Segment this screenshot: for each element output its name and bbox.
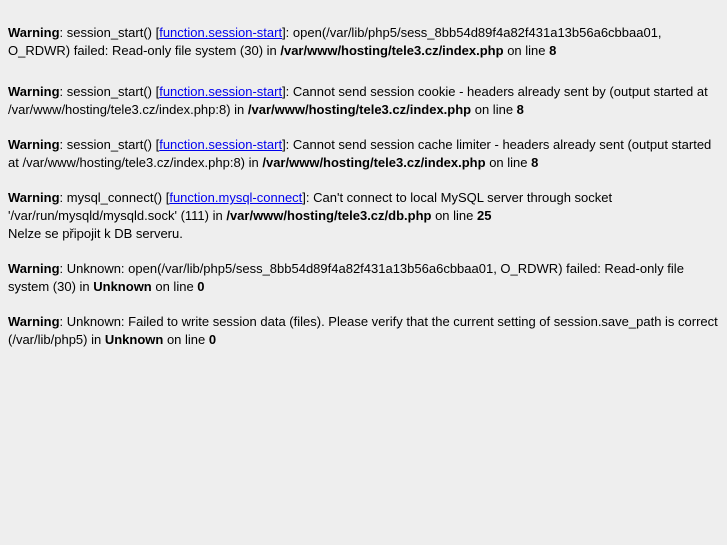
warning-text: : session_start() [ (59, 137, 160, 152)
warning-bold-text: Warning (8, 137, 60, 152)
warning-text: : mysql_connect() [ (59, 190, 170, 205)
warning-bold-text: Warning (8, 261, 60, 276)
warning-message (8, 83, 719, 119)
warning-text: ]: open(/var/lib/php5/sess_8bb54d89f4a82f431a13b56a6cbbaa01, O_RDWR) failed: Read-only file system (30) in (8, 25, 662, 58)
function-doc-link[interactable]: function.session-start (159, 137, 283, 152)
warning-bold-text: /var/www/hosting/tele3.cz/index.php (247, 102, 472, 117)
warning-text: on line (471, 102, 517, 117)
warning-text: on line (151, 279, 198, 294)
warning-bold-text: Warning (8, 84, 60, 99)
warning-bold-text: 0 (197, 279, 205, 294)
warning-text: ]: Cannot send session cache limiter - headers already sent (output started at /var/www/hosting/tele3.cz/index.php:8) in (8, 137, 712, 170)
warning-message (8, 136, 719, 172)
warning-bold-text: /var/www/hosting/tele3.cz/index.php (280, 43, 504, 58)
warning-text: on line (485, 155, 532, 170)
warning-list (8, 24, 719, 349)
warning-text: Nelze se připojit k DB serveru. (8, 226, 183, 241)
warning-bold-text: 25 (477, 208, 492, 223)
function-doc-link[interactable]: function.session-start (159, 84, 283, 99)
warning-message (8, 189, 719, 243)
warning-bold-text: Unknown (104, 332, 164, 347)
warning-bold-text: /var/www/hosting/tele3.cz/index.php (262, 155, 486, 170)
warning-message (8, 260, 719, 296)
warning-bold-text: 8 (531, 155, 539, 170)
warning-bold-text: Warning (8, 190, 60, 205)
warning-text: : session_start() [ (59, 84, 160, 99)
warning-text: ]: Can't connect to local MySQL server through socket '/var/run/mysqld/mysqld.sock' (111) in (8, 190, 613, 223)
warning-text: on line (431, 208, 478, 223)
warning-bold-text: /var/www/hosting/tele3.cz/db.php (226, 208, 432, 223)
warning-bold-text: 8 (516, 102, 524, 117)
warning-text: on line (163, 332, 209, 347)
warning-bold-text: Warning (8, 314, 60, 329)
warning-text: ]: Cannot send session cookie - headers already sent by (output started at /var/www/hosting/tele3.cz/index.php:8) in (8, 84, 708, 117)
warning-text: : session_start() [ (59, 25, 160, 40)
warning-bold-text: Warning (8, 25, 60, 40)
warning-bold-text: Unknown (93, 279, 152, 294)
warning-message (8, 313, 719, 349)
warning-text: : Unknown: Failed to write session data (files). Please verify that the current setting of session.save_path is correct (/var/lib/php5) in (8, 314, 718, 347)
function-doc-link[interactable]: function.session-start (159, 25, 283, 40)
warning-bold-text: 0 (208, 332, 217, 347)
function-doc-link[interactable]: function.mysql-connect (169, 190, 303, 205)
warning-text: : Unknown: open(/var/lib/php5/sess_8bb54d89f4a82f431a13b56a6cbbaa01, O_RDWR) failed: Read-only file system (30) in (8, 261, 684, 294)
warning-bold-text: 8 (549, 43, 557, 58)
warning-text: on line (503, 43, 550, 58)
warning-message (8, 24, 719, 60)
